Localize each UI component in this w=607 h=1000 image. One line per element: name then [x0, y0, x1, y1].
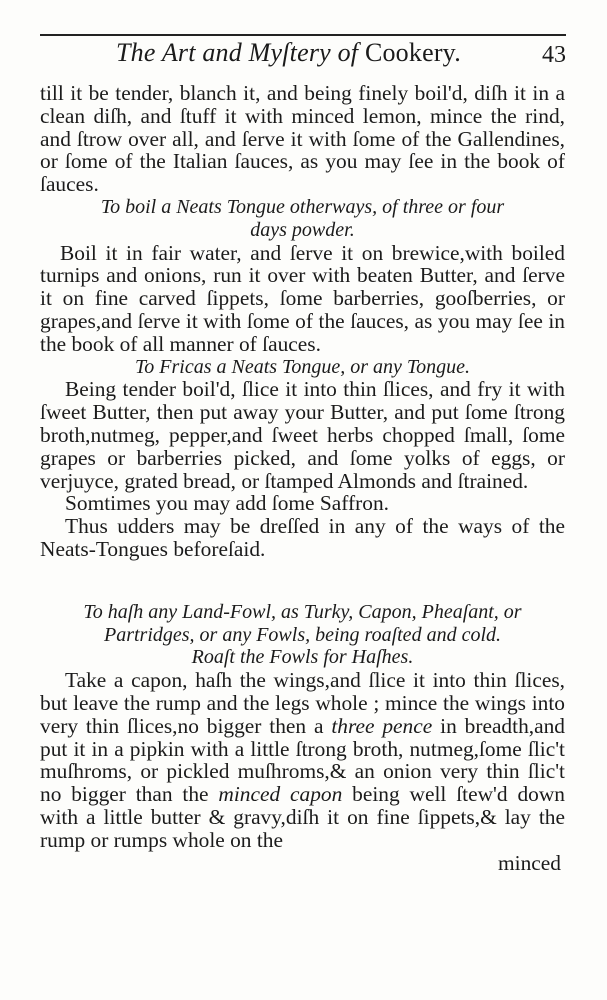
recipe-text-part: being well ſtew'd down with a little butter & gravy,diſh it on fine ſippets,& lay the rump or rumps whole on the	[40, 782, 565, 852]
recipe-text-boil-tongue: Boil it in fair water, and ſerve it on brewice,with boiled turnips and onions, run it over with beaten Butter, and ſerve it on fine carved ſippets, ſome barberries, gooſberries, or grapes,and ſerve it with ſome of the ſauces, as you may ſee in the book of all manner of ſauces.	[40, 240, 565, 356]
section-gap	[40, 561, 565, 601]
recipe-heading-line: To boil a Neats Tongue otherways, of three or four	[100, 195, 505, 218]
recipe-heading-line: days powder.	[250, 218, 355, 241]
recipe-text-part: in breadth,and put it in a pipkin with a little ſtrong broth, nutmeg,ſome ſlic't muſhroms, or pickled muſhroms,& an onion very thin ſlic't no bigger than the	[40, 713, 566, 807]
recipe-text-part: Take a capon, haſh the wings,and ſlice it into thin ſlices, but leave the rump and the legs whole ; mince the wings into very thin ſlices,no bigger then a	[40, 668, 565, 738]
recipe-note-saffron: Somtimes you may add ſome Saffron.	[65, 491, 389, 516]
recipe-text-hash-fowl	[40, 669, 565, 851]
recipe-heading-line: Roaſt the Fowls for Haſhes.	[191, 646, 414, 669]
running-title-roman: Cookery.	[364, 38, 461, 67]
recipe-heading-line: To haſh any Land-Fowl, as Turky, Capon, Pheaſant, or	[83, 600, 522, 623]
running-title	[116, 38, 461, 68]
page-number: 43	[542, 42, 566, 68]
recipe-heading-line: Partridges, or any Fowls, being roaſted and cold.	[103, 623, 501, 646]
recipe-heading-boil-tongue	[40, 196, 565, 242]
running-header	[40, 34, 566, 72]
recipe-text-fricas-tongue: Being tender boil'd, ſlice it into thin ſlices, and fry it with ſweet Butter, then put away your Butter, and put ſome ſtrong broth,nutmeg, pepper,and ſweet herbs chopped ſmall, ſome grapes or barberries picked, and ſome yolks of eggs, or verjuyce, grated bread, or ſtamped Almonds and ſtrained.	[40, 377, 565, 493]
running-title-italic: The Art and Myſtery of	[116, 38, 359, 67]
recipe-text-italic: three pence	[331, 713, 433, 738]
recipe-heading-hash-fowl	[40, 601, 565, 669]
header-rule	[40, 34, 566, 36]
recipe-note-udders: Thus udders may be dreſſed in any of the ways of the Neats-Tongues beforeſaid.	[40, 514, 565, 561]
page-body	[40, 82, 565, 874]
recipe-text-italic: minced capon	[218, 782, 343, 807]
catchword: minced	[498, 850, 561, 875]
continuation-paragraph: till it be tender, blanch it, and being finely boil'd, diſh it in a clean diſh, and ſtuff it with minced lemon, mince the rind, and ſtrow over all, and ſerve it with ſome of the Gallendines, or ſome of the Italian ſauces, as you may ſee in the book of ſauces.	[40, 81, 565, 197]
recipe-heading-fricas-tongue: To Fricas a Neats Tongue, or any Tongue.	[134, 355, 471, 378]
